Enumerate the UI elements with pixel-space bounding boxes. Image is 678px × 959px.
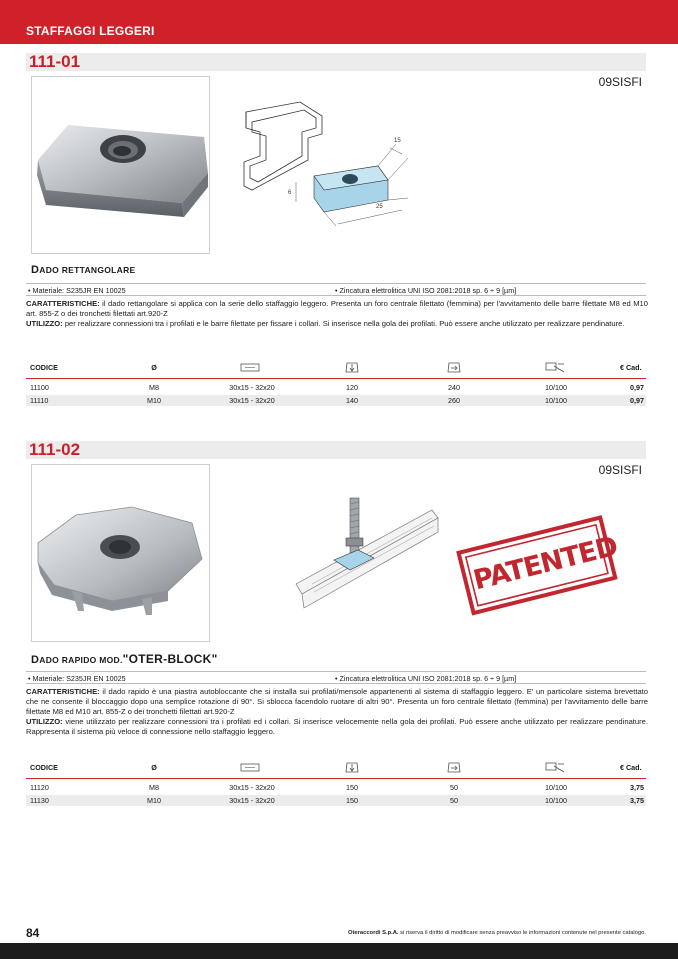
table-header bbox=[26, 360, 646, 379]
axial-load-icon bbox=[344, 760, 360, 776]
material-spec: • Materiale: S235JR EN 10025 bbox=[28, 673, 126, 683]
table-row: 11130 M10 30x15 - 32x20 150 50 10/100 3,75 bbox=[26, 795, 646, 806]
col-price: € Cad. bbox=[620, 763, 642, 772]
footer-disclaimer: Oteraccordi S.p.A. si riserva il diritto di modificare senza preavviso le informazioni contenute nel presente catalogo. bbox=[347, 930, 646, 936]
col-diameter: Ø bbox=[151, 763, 157, 772]
col-price: € Cad. bbox=[620, 363, 642, 372]
page-header-title: STAFFAGGI LEGGERI bbox=[26, 24, 155, 38]
lateral-load-icon bbox=[446, 760, 462, 776]
col-codice: CODICE bbox=[30, 363, 58, 372]
dim-label-thickness: 6 bbox=[288, 190, 292, 196]
package-icon bbox=[544, 760, 566, 776]
table-row: 11110 M10 30x15 - 32x20 140 260 10/100 0,97 bbox=[26, 395, 646, 406]
product-description: CARATTERISTICHE: il dado rapido è una piastra autobloccante che si installa sui profilati/mensole appartenenti al sistema di staffaggio leggero. E' un particolare sistema brevettato che ne consente il bloccaggio dopo una semplice rotazione di 90°. Si sblocca facendolo ruotare di altri 90°. Presenta un foro centrale filettato (femmina) per l'avvitamento delle barre filettate M8 ed M10 art. 855-Z o dei tronchetti filettati art.920-Z UTILIZZO: viene utilizzato per realizzare connessioni tra i profilati ed i collari. Si inserisce velocemente nella gola dei profilati. Può essere anche utilizzato per realizzare pendinature. Rappresenta il sistema più veloce di connessione nello staffaggio leggero. bbox=[26, 687, 648, 736]
installation-drawing-rod-in-channel bbox=[292, 488, 440, 618]
axial-load-icon bbox=[344, 360, 360, 376]
col-diameter: Ø bbox=[151, 363, 157, 372]
product-photo-oter-block bbox=[31, 464, 210, 642]
table-row: 11100 M8 30x15 - 32x20 120 240 10/100 0,97 bbox=[30, 383, 644, 392]
rectangular-nut-image bbox=[32, 77, 209, 253]
reference-code: 09SISFI bbox=[598, 75, 642, 89]
technical-drawing-nut-in-channel bbox=[238, 98, 428, 230]
coating-spec: • Zincatura elettrolitica UNI ISO 2081:2018 sp. 6 ÷ 9 [µm] bbox=[335, 285, 517, 295]
material-spec: • Materiale: S235JR EN 10025 bbox=[28, 285, 126, 295]
top-banner bbox=[0, 0, 678, 44]
product-description: CARATTERISTICHE: il dado rettangolare si applica con la serie dello staffaggio leggero. Presenta un foro centrale filettato (femmina) per l'avvitamento delle barre filettate M8 ed M10 art. 855-Z o dei tronchetti filettati art.920-Z UTILIZZO: per realizzare connessioni tra i profilati e le barre filettate per fissare i collari. Si inserisce nella gola dei profilati. Può essere anche utilizzato per realizzare pendinature. bbox=[26, 299, 648, 328]
bottom-bar bbox=[0, 943, 678, 959]
coating-spec: • Zincatura elettrolitica UNI ISO 2081:2018 sp. 6 ÷ 9 [µm] bbox=[335, 673, 517, 683]
material-line bbox=[26, 671, 646, 684]
product-title-dado-rettangolare: DADO RETTANGOLARE bbox=[31, 264, 136, 276]
patented-stamp-text: PATENTED bbox=[470, 530, 621, 597]
section-header-111-02 bbox=[26, 441, 646, 459]
page-number: 84 bbox=[26, 926, 40, 940]
patented-stamp bbox=[448, 505, 620, 627]
reference-code: 09SISFI bbox=[598, 463, 642, 477]
section-code: 111-02 bbox=[29, 440, 81, 459]
section-header-111-01 bbox=[26, 53, 646, 71]
table-header bbox=[26, 760, 646, 779]
product-photo-rectangular-nut bbox=[31, 76, 210, 254]
dim-label-width: 15 bbox=[394, 138, 401, 144]
material-line bbox=[26, 283, 646, 296]
oter-block-nut-image bbox=[32, 465, 209, 641]
dim-label-length: 25 bbox=[376, 204, 383, 210]
dimensions-icon bbox=[239, 761, 261, 775]
col-codice: CODICE bbox=[30, 763, 58, 772]
section-code: 111-01 bbox=[29, 52, 81, 71]
lateral-load-icon bbox=[446, 360, 462, 376]
package-icon bbox=[544, 360, 566, 376]
dimensions-icon bbox=[239, 361, 261, 375]
product-title-dado-rapido: DADO RAPIDO MOD."OTER-BLOCK" bbox=[31, 652, 218, 666]
table-row: 11120 M8 30x15 - 32x20 150 50 10/100 3,75 bbox=[30, 783, 644, 792]
